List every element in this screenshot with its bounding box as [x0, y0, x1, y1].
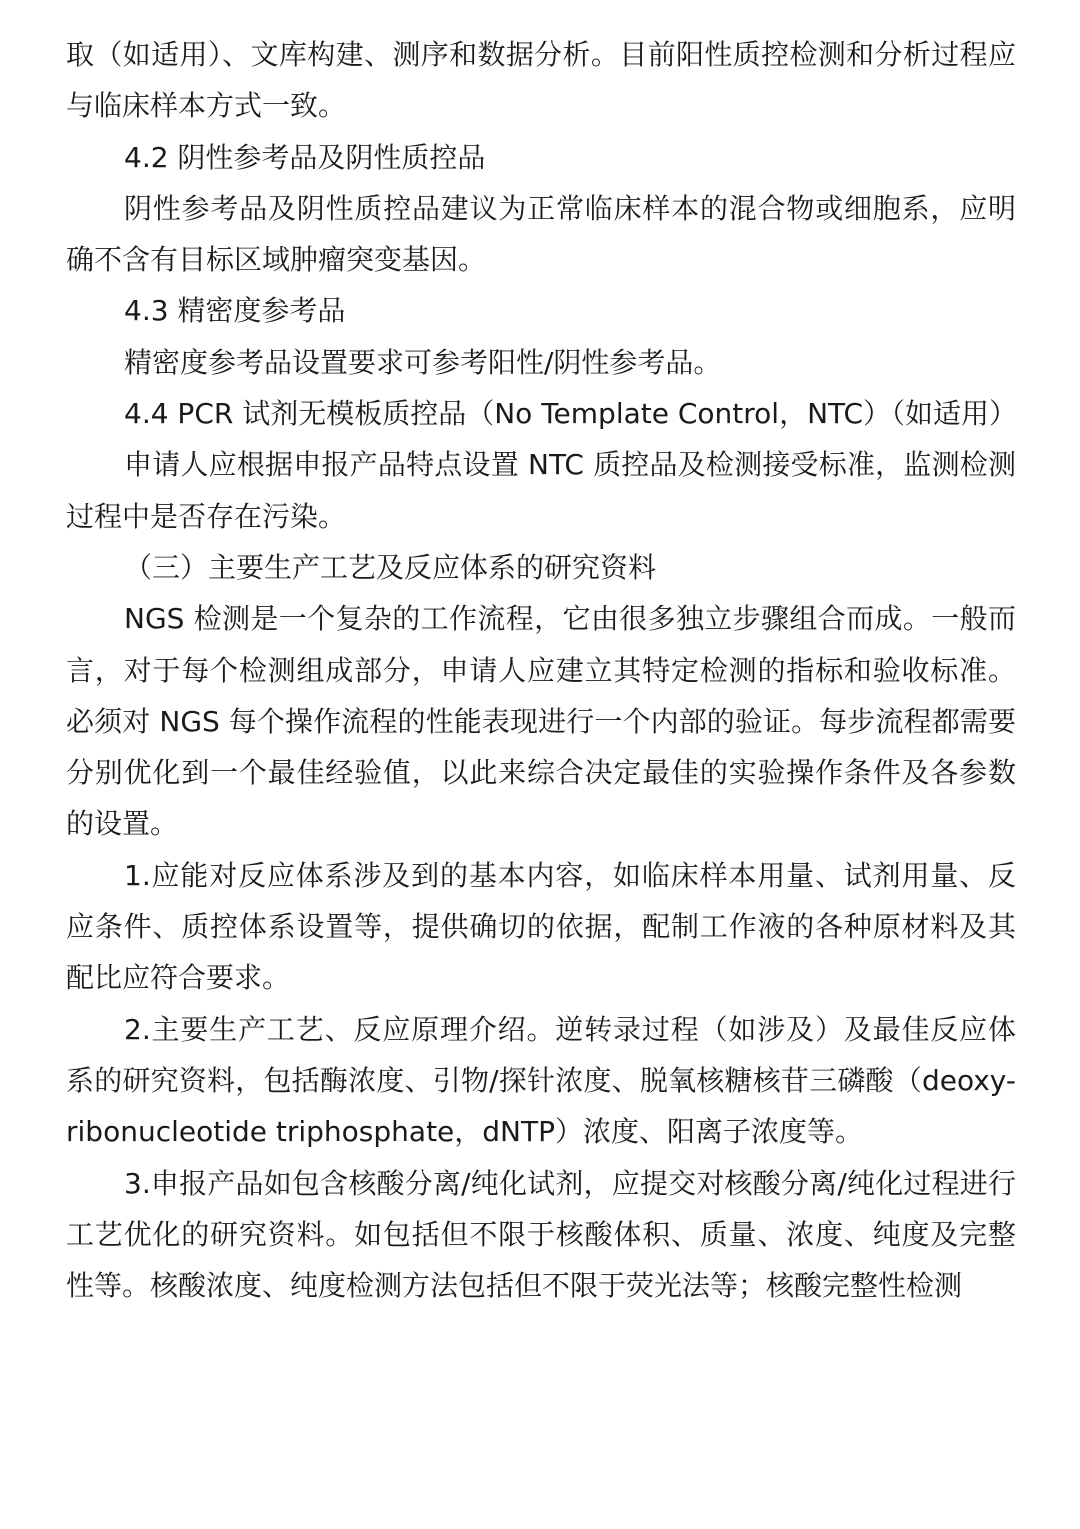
paragraph-continuation: 取（如适用）、文库构建、测序和数据分析。目前阳性质控检测和分析过程应与临床样本方式一致。	[66, 38, 1016, 123]
paragraph-ngs-workflow: NGS 检测是一个复杂的工作流程，它由很多独立步骤组合而成。一般而言，对于每个检测组成部分，申请人应建立其特定检测的指标和验收标准。必须对 NGS 每个操作流程的性能表现进行一个内部的验证。每步流程都需要分别优化到一个最佳经验值，以此来综合决定最佳的实验操作条件及各参数的设置。	[66, 602, 1016, 841]
section-heading-4-4: 4.4 PCR 试剂无模板质控品（No Template Control，NTC）（如适用）	[124, 397, 1018, 431]
paragraph-item-3: 3.申报产品如包含核酸分离/纯化试剂，应提交对核酸分离/纯化过程进行工艺优化的研究资料。如包括但不限于核酸体积、质量、浓度、纯度及完整性等。核酸浓度、纯度检测方法包括但不限于荧光法等；核酸完整性检测	[66, 1166, 1016, 1303]
paragraph-ntc: 申请人应根据申报产品特点设置 NTC 质控品及检测接受标准，监测检测过程中是否存在污染。	[66, 448, 1016, 533]
section-heading-4-2: 4.2 阴性参考品及阴性质控品	[124, 140, 486, 174]
paragraph-item-2: 2.主要生产工艺、反应原理介绍。逆转录过程（如涉及）及最佳反应体系的研究资料，包括酶浓度、引物/探针浓度、脱氧核糖核苷三磷酸（deoxy-ribonucleotide triphosphate，dNTP）浓度、阳离子浓度等。	[66, 1012, 1016, 1149]
document-body	[66, 29, 1016, 1311]
paragraph-item-1: 1.应能对反应体系涉及到的基本内容，如临床样本用量、试剂用量、反应条件、质控体系设置等，提供确切的依据，配制工作液的各种原材料及其配比应符合要求。	[66, 858, 1016, 995]
paragraph-negative-reference: 阴性参考品及阴性质控品建议为正常临床样本的混合物或细胞系，应明确不含有目标区域肿瘤突变基因。	[66, 191, 1016, 277]
section-heading-4-3: 4.3 精密度参考品	[124, 294, 346, 328]
section-heading-3: （三）主要生产工艺及反应体系的研究资料	[124, 550, 657, 584]
paragraph-precision-reference: 精密度参考品设置要求可参考阳性/阴性参考品。	[124, 345, 722, 379]
